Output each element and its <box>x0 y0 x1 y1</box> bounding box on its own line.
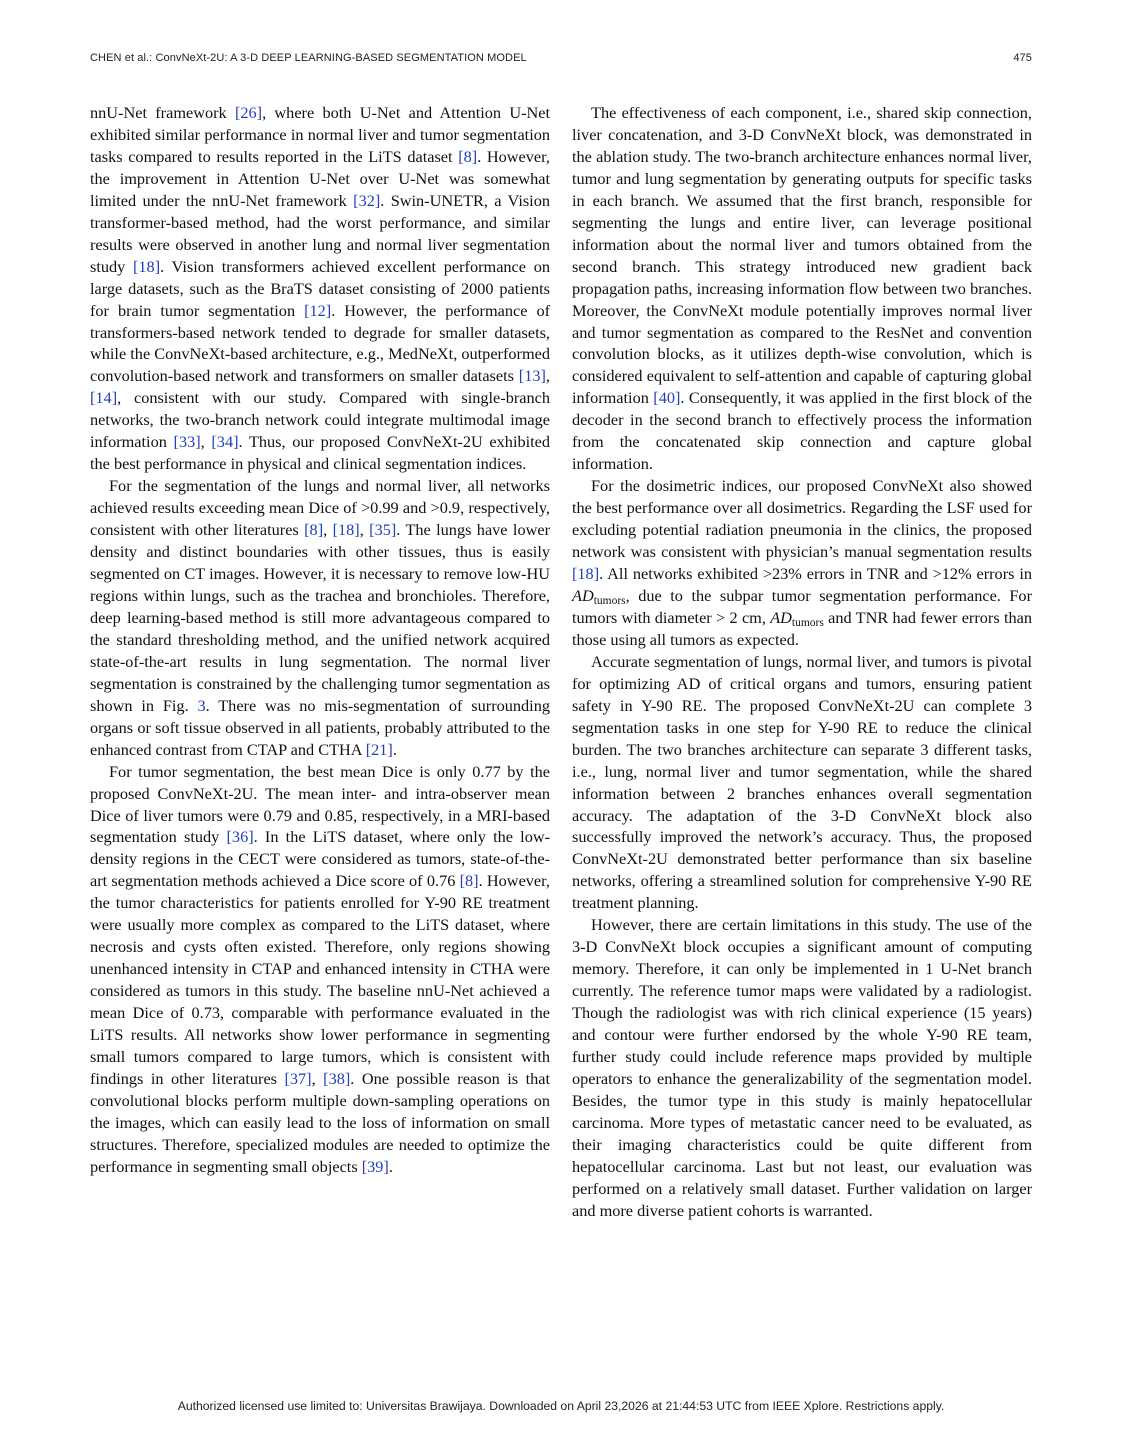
text-span: , <box>323 520 333 540</box>
paragraph <box>572 651 1032 914</box>
text-span: nnU-Net framework <box>90 103 235 122</box>
citation-link[interactable]: [18] <box>133 256 161 276</box>
citation-link[interactable]: [13] <box>518 366 546 386</box>
citation-link[interactable]: [40] <box>653 388 681 408</box>
text-span: , <box>545 366 550 386</box>
text-span: . One possible reason is that convolutional blocks perform multiple down-sampling operations on the images, which can easily lead to the loss of information on small structures. Therefore, specialized modules are needed to optimize the performance in segmenting small objects <box>90 1068 550 1176</box>
text-span: , consistent with our study. Compared with single-branch networks, the two-branch network could integrate multimodal image information <box>90 388 550 452</box>
text-span: . There was no mis-segmentation of surrounding organs or soft tissue observed in all patients, probably attributed to the enhanced contrast from CTAP and CTHA <box>90 695 550 759</box>
text-span: . Swin-UNETR, a Vision transformer-based method, had the worst performance, and similar results were observed in another lung and normal liver segmentation study <box>90 190 550 276</box>
text-span: . However, the performance of transformers-based network tended to degrade for smaller datasets, while the ConvNeXt-based architecture, e.g., MedNeXt, outperformed convolution-based network and transformers on smaller datasets <box>90 300 551 386</box>
right-column <box>572 102 1032 1222</box>
citation-link[interactable]: [36] <box>226 827 254 847</box>
text-span: , <box>200 432 212 452</box>
figure-link[interactable]: 3 <box>197 695 206 715</box>
math-symbol: AD <box>770 607 792 627</box>
text-span: . <box>392 739 397 759</box>
text-span: For tumor segmentation, the best mean Dice is only 0.77 by the proposed ConvNeXt-2U. The mean inter- and intra-observer mean Dice of liver tumors were 0.79 and 0.85, respectively, in a MRI-based segmentation study <box>90 761 550 847</box>
paragraph <box>572 475 1032 651</box>
text-span: . However, the tumor characteristics for patients enrolled for Y-90 RE treatment were usually more complex as compared to the LiTS dataset, where necrosis and cysts often existed. Therefore, only regions showing unenhanced intensity in CTAP and enhanced intensity in CTHA were considered as tumors in this study. The baseline nnU-Net achieved a mean Dice of 0.73, comparable with performance evaluated in the LiTS results. All networks show lower performance in segmenting small tumors compared to large tumors, which is consistent with findings in other literatures <box>90 871 551 1088</box>
citation-link[interactable]: [39] <box>361 1156 389 1176</box>
citation-link[interactable]: [32] <box>353 190 381 210</box>
citation-link[interactable]: [26] <box>234 103 263 122</box>
citation-link[interactable]: [38] <box>323 1068 351 1088</box>
citation-link[interactable]: [18] <box>332 520 360 540</box>
citation-link[interactable]: [8] <box>459 871 479 891</box>
left-column <box>90 102 550 1178</box>
text-span: . Vision transformers achieved excellent performance on large datasets, such as the BraTS dataset consisting of 2000 patients for brain tumor segmentation <box>90 256 550 320</box>
math-ad-tumors <box>572 586 594 605</box>
citation-link[interactable]: [35] <box>369 520 397 540</box>
text-span: . Thus, our proposed ConvNeXt-2U exhibited the best performance in physical and clinical segmentation indices. <box>90 432 551 474</box>
text-span: , where both U-Net and Attention U-Net exhibited similar performance in normal liver and tumor segmentation tasks compared to results reported in the LiTS dataset <box>90 103 551 166</box>
text-span: , due to the subpar tumor segmentation performance. For tumors with diameter > 2 cm, <box>572 585 1032 627</box>
paragraph <box>572 914 1032 1221</box>
text-span: The effectiveness of each component, i.e., shared skip connection, liver concatenation, and 3-D ConvNeXt block, was demonstrated in the ablation study. The two-branch architecture enhances normal liver, tumor and lung segmentation by generating outputs for specific tasks in each branch. We assumed that the first branch, responsible for segmenting the lungs and entire liver, can leverage positional information about the normal liver and tumors obtained from the second branch. This strategy introduced new gradient back propagation paths, increasing information flow between two branches. Moreover, the ConvNeXt module potentially improves normal liver and tumor segmentation as compared to the ResNet and convention convolution blocks, as it utilizes depth-wise convolution, which is considered equivalent to self-attention and capable of capturing global information <box>572 103 1032 408</box>
paragraph <box>90 475 550 760</box>
page-number: 475 <box>1013 52 1032 64</box>
text-span: However, there are certain limitations in this study. The use of the 3-D ConvNeXt block occupies a significant amount of computing memory. Therefore, it can only be implemented in 1 U-Net branch currently. The reference tumor maps were validated by a radiologist. Though the radiologist was with rich clinical experience (15 years) and contour were further endorsed by the whole Y-90 RE team, further study could include reference maps provided by multiple operators to enhance the generalizability of the segmentation model. Besides, the tumor type in this study is mainly hepatocellular carcinoma. More types of metastatic cancer need to be evaluated, as their imaging characteristics could be quite different from hepatocellular carcinoma. Last but not least, our evaluation was performed on a relatively small dataset. Further validation on larger and more diverse patient cohorts is warranted. <box>572 915 1032 1220</box>
text-span: Accurate segmentation of lungs, normal liver, and tumors is pivotal for optimizing AD of critical organs and tumors, ensuring patient safety in Y-90 RE. The proposed ConvNeXt-2U can complete 3 segmentation tasks in one step for Y-90 RE to reduce the clinical burden. The two branches architecture can separate 3 different tasks, i.e., lung, normal liver and tumor segmentation, while the shared information between 2 branches enhances overall segmentation accuracy. The adaptation of the 3-D ConvNeXt block also successfully improved the network’s accuracy. Thus, the proposed ConvNeXt-2U demonstrated better performance than six baseline networks, offering a streamlined solution for comprehensive Y-90 RE treatment planning. <box>572 651 1032 913</box>
license-footer: Authorized licensed use limited to: Universitas Brawijaya. Downloaded on April 23,2026 at 21:44:53 UTC from IEEE Xplore. Restrictions apply. <box>177 1399 945 1413</box>
citation-link[interactable]: [21] <box>365 739 393 759</box>
citation-link[interactable]: [8] <box>304 520 324 540</box>
citation-link[interactable]: [12] <box>304 300 332 320</box>
running-header <box>90 52 1032 64</box>
text-span: . However, the improvement in Attention U-Net over U-Net was somewhat limited under the nnU-Net framework <box>90 146 550 210</box>
text-span: . In the LiTS dataset, where only the low-density regions in the CECT were considered as tumors, state-of-the-art segmentation methods achieved a Dice score of 0.76 <box>90 827 551 891</box>
text-span: , <box>311 1068 324 1088</box>
citation-link[interactable]: [8] <box>458 146 478 166</box>
text-span: , <box>359 520 370 540</box>
paragraph <box>90 102 550 475</box>
math-ad-tumors <box>770 608 792 627</box>
text-span: . <box>388 1156 393 1176</box>
text-span: For the dosimetric indices, our proposed ConvNeXt also showed the best performance over all dosimetrics. Regarding the LSF used for excluding potential radiation pneumonia in the clinics, the proposed network was consistent with physician’s manual segmentation results <box>572 476 1032 562</box>
citation-link[interactable]: [18] <box>572 564 600 584</box>
paragraph <box>90 761 550 1178</box>
text-span: . All networks exhibited >23% errors in TNR and >12% errors in <box>599 564 1032 584</box>
citation-link[interactable]: [14] <box>90 388 118 408</box>
text-span: and TNR had fewer errors than those using all tumors as expected. <box>572 607 1032 649</box>
math-subscript: tumors <box>593 594 626 607</box>
running-title: CHEN et al.: ConvNeXt-2U: A 3-D DEEP LEARNING-BASED SEGMENTATION MODEL <box>90 52 527 64</box>
citation-link[interactable]: [33] <box>173 432 201 452</box>
text-span: . Consequently, it was applied in the first block of the decoder in the second branch to effectively process the information from the concatenated skip connection and capture global information. <box>572 388 1032 474</box>
citation-link[interactable]: [34] <box>211 432 239 452</box>
math-subscript: tumors <box>791 616 824 629</box>
paragraph <box>572 102 1032 475</box>
text-span: For the segmentation of the lungs and normal liver, all networks achieved results exceeding mean Dice of >0.99 and >0.9, respectively, consistent with other literatures <box>90 476 550 540</box>
text-span: . The lungs have lower density and distinct boundaries with other tissues, thus is easily segmented on CT images. However, it is necessary to remove low-HU regions within lungs, such as the trachea and bronchioles. Therefore, deep learning-based method is still more advantageous compared to the standard thresholding method, and the unified network acquired state-of-the-art results in lung segmentation. The normal liver segmentation is constrained by the challenging tumor segmentation as shown in Fig. <box>90 520 550 715</box>
math-symbol: AD <box>572 585 594 605</box>
citation-link[interactable]: [37] <box>284 1068 312 1088</box>
